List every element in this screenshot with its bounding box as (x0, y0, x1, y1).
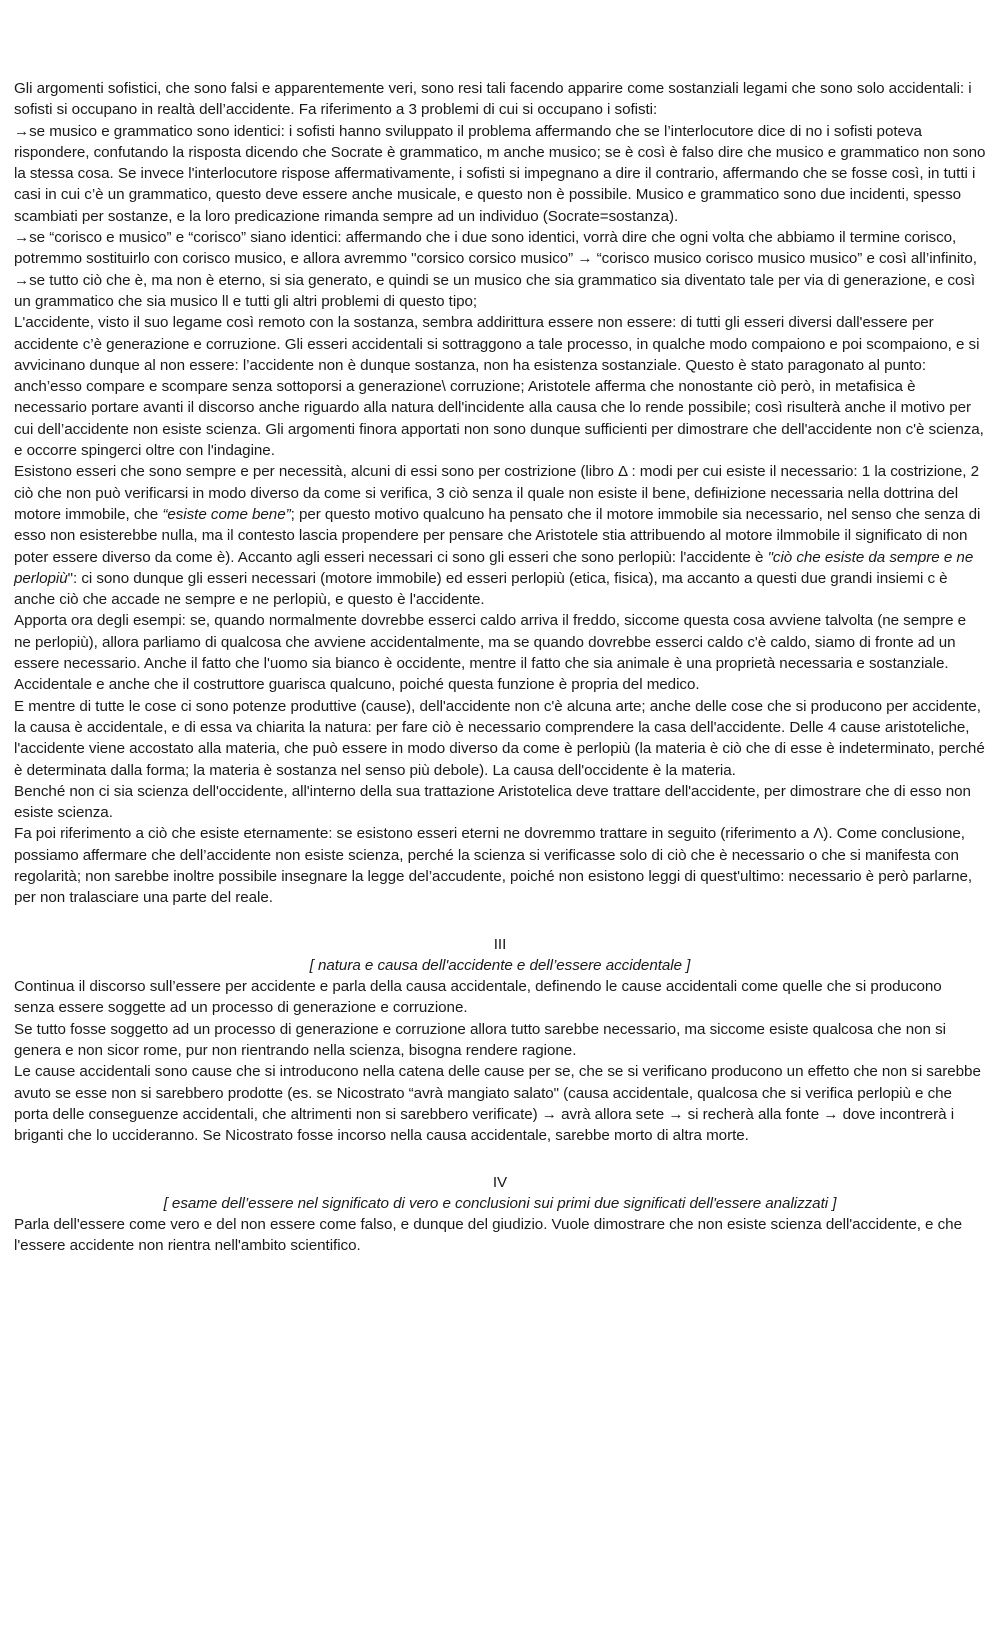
paragraph: Gli argomenti sofistici, che sono falsi e apparentemente veri, sono resi tali facendo apparire come sostanziali legami che sono solo accidentali: i sofisti si occupano in realtà dell’accidente. Fa riferimento a 3 problemi di cui si occupano i sofisti: (14, 80, 972, 119)
document-page (14, 78, 986, 1257)
paragraph: Se tutto fosse soggetto ad un processo di generazione e corruzione allora tutto sarebbe necessario, ma siccome esiste qualcosa che non si genera e non sicor rome, pur non rientrando nella scienza, bisogna rendere ragione. (14, 1020, 946, 1060)
paragraph: L'accidente, visto il suo legame così remoto con la sostanza, sembra addirittura essere non essere: di tutti gli esseri diversi dall'essere per accidente c’è generazione e corruzione. Gli esseri accidentali si sottraggono a tale processo, in qualche modo compaiono e poi scompaiono, e si avvicinano dunque al non essere: l’accidente non è dunque sostanza, non ha esistenza sostanziale. Questo è stato paragonato al punto: anch’esso compare e scompare senza sottoporsi a generazione\ corruzione; Aristotele afferma che nonostante ciò però, in metafisica è necessario portare avanti il discorso anche riguardo alla natura dell'incidente alla causa che lo rende possibile; così risulterà anche il motivo per cui dell’accidente non esiste scienza. Gli argomenti finora apportati non sono dunque sufficienti per dimostrare che dell'accidente non c'è scienza, e occorre spingerci oltre con l'indagine. (14, 314, 984, 460)
paragraph: →se “corisco e musico” e “corisco” siano identici: affermando che i due sono identici, vorrà dire che ogni volta che abbiamo il termine corisco, potremmo sostituirlo con corisco musico, e allora avremmo "corsico corsico musico” → “corisco musico corisco musico musico” e così all’infinito, (14, 229, 977, 268)
paragraph: E mentre di tutte le cose ci sono potenze produttive (cause), dell'accidente non c'è alcuna arte; anche delle cose che si producono per accidente, la causa è accidentale, e di essa va chiarita la natura: per fare ciò è necessario comprendere la casa dell'accidente. Delle 4 cause aristoteliche, l'accidente viene accostato alla materia, che può essere in modo diverso da come è perlopiù (la materia è ciò che di esse è indeterminato, perché è determinata dalla forma; la materia è sostanza nel senso più debole). La causa dell'occidente è la materia. (14, 697, 985, 779)
paragraph: Apporta ora degli esempi: se, quando normalmente dovrebbe esserci caldo arriva il freddo, siccome questa cosa avviene talvolta (ne sempre e ne perlopiù), allora parliamo di qualcosa che avviene accidentalmente, ma se quando dovrebbe esserci caldo c'è caldo, siamo di fronte ad un essere necessario. Anche il fatto che l'uomo sia bianco è occidente, mentre il fatto che sia animale è una proprietà necessaria e sostanziale. Accidentale e anche che il costruttore guarisca qualcuno, poiché questa funzione è propria del medico. (14, 612, 967, 694)
paragraph: Benché non ci sia scienza dell'occidente, all'interno della sua trattazione Aristotelica deve trattare dell'accidente, per dimostrare che di esso non esiste scienza. (14, 782, 971, 822)
paragraph: →se tutto ciò che è, ma non è eterno, si sia generato, e quindi se un musico che sia grammatico sia diventato tale per via di generazione, e così un grammatico che sia musico ll e tutti gli altri problemi di questo tipo; (14, 271, 976, 310)
paragraph: Parla dell'essere come vero e del non essere come falso, e dunque del giudizio. Vuole dimostrare che non esiste scienza dell'accidente, e che l'essere accidente non rientra nell'ambito scientifico. (14, 1216, 962, 1255)
section-subtitle: [ natura e causa dell'accidente e dell’essere accidentale ] (309, 956, 691, 974)
text-run: ; per questo motivo qualcuno ha pensato che il motore immobile sia necessario, nel senso che senza di esso non esisterebbe nulla, ma il contesto lascia propendere per pensare che Aristotele stia attribuendo al motore ilmmobile il significato di non poter essere diverso da come è). Accanto agli esseri necessari ci sono gli esseri che sono perlopiù: l'accidente è (14, 505, 981, 566)
emphasis-quote: “esiste come bene” (162, 505, 291, 523)
paragraph: Continua il discorso sull’essere per accidente e parla della causa accidentale, definendo le cause accidentali come quelle che si producono senza essere soggette ad un processo di generazione e corruzione. (14, 978, 942, 1017)
text-run: ": ci sono dunque gli esseri necessari (motore immobile) ed esseri perlopiù (etica, fisica), ma accanto a questi due grandi insiemi c è anche ciò che accade ne sempre e ne perlopiù, e questo è l'accidente. (14, 569, 948, 609)
paragraph: →se musico e grammatico sono identici: i sofisti hanno sviluppato il problema affermando che se l’interlocutore dice di no i sofisti poteva rispondere, confutando la risposta dicendo che Socrate è grammatico, m anche musico; se è così è falso dire che musico e grammatico non sono la stessa cosa. Se invece l'interlocutore rispose affermativamente, i sofisti si impegnano a dire il contrario, affermando che se fosse così, in tutti i casi in cui c’è un grammatico, questo deve essere anche musicale, e questo non è possibile. Musico e grammatico sono due incidenti, spesso scambiati per sostanze, e la loro predicazione rimanda sempre ad un individuo (Socrate=sostanza). (14, 122, 986, 225)
section-subtitle: [ esame dell’essere nel significato di vero e conclusioni sui primi due significati dell'essere analizzati ] (163, 1194, 837, 1212)
paragraph: Fa poi riferimento a ciò che esiste eternamente: se esistono esseri eterni ne dovremmo trattare in seguito (riferimento a Λ). Come conclusione, possiamo affermare che dell’accidente non esiste scienza, perché la scienza si verificasse solo di ciò che è necessario o che si manifesta con regolarità; non sarebbe inoltre possibile insegnare la legge del’accudente, poiché non esistono leggi di quest'ultimo: necessario è però parlarne, per non tralasciare una parte del reale. (14, 825, 973, 907)
section-numeral: IV (492, 1173, 508, 1191)
spacer (14, 909, 986, 934)
emphasis-quote: "ciò che esiste da sempre e ne perlopiù (14, 548, 974, 587)
paragraph-necessity (14, 461, 986, 610)
section-numeral: III (493, 935, 507, 953)
spacer (14, 1147, 986, 1172)
paragraph: Le cause accidentali sono cause che si introducono nella catena delle cause per se, che se si verificano producono un effetto che non si sarebbe avuto se esse non si sarebbero prodotte (es. se Nicostrato “avrà mangiato salato" (causa accidentale, qualcosa che si verifica perlopiù e che porta delle conseguenze accidentali, che altrimenti non si sarebbero verificate) → avrà allora sete → si recherà alla fonte → dove incontrerà i briganti che lo uccideranno. Se Nicostrato fosse incorso nella causa accidentale, sarebbe morto di altra morte. (14, 1063, 981, 1145)
text-run: Esistono esseri che sono sempre e per necessità, alcuni di essi sono per costrizione (libro Δ : modi per cui esiste il necessario: 1 la costrizione, 2 ciò che non può verificarsi in modo diverso da come si verifica, 3 ciò senza il quale non esiste il bene, defінizione necessaria nella dottrina del motore immobile, che (14, 463, 979, 523)
